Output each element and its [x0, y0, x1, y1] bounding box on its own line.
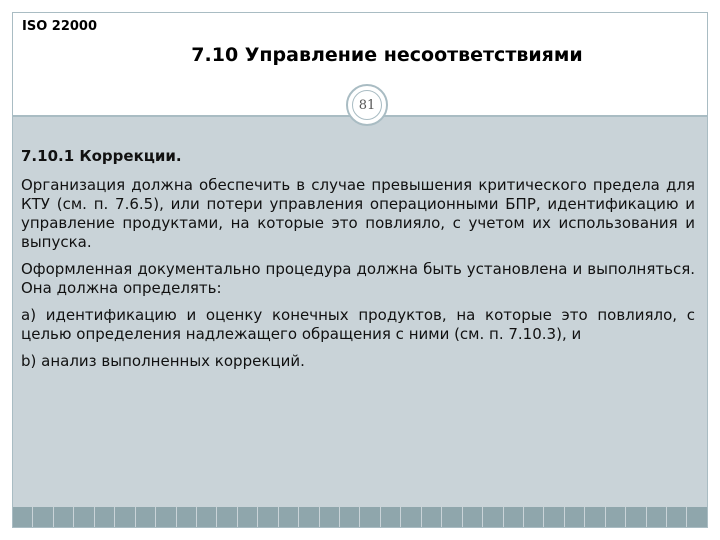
footer-cell [320, 507, 340, 527]
footer-cell [360, 507, 380, 527]
paragraph-2: Оформленная документально процедура должна быть установлена и выполняться. Она должна определять: [21, 260, 695, 297]
footer-cell [136, 507, 156, 527]
footer-cell [299, 507, 319, 527]
footer-cell [115, 507, 135, 527]
footer-cell [565, 507, 585, 527]
section-heading: 7.10.1 Коррекции. [21, 147, 182, 165]
slide-body [21, 147, 695, 379]
footer-cell [74, 507, 94, 527]
footer-cell [647, 507, 667, 527]
footer-cell [606, 507, 626, 527]
footer-cell [177, 507, 197, 527]
footer-cell [442, 507, 462, 527]
footer-cell [544, 507, 564, 527]
footer-cell [217, 507, 237, 527]
footer-cell [483, 507, 503, 527]
footer-cell [585, 507, 605, 527]
page-number: 81 [352, 90, 382, 120]
footer-cell [524, 507, 544, 527]
slide-title: 7.10 Управление несоответствиями [191, 44, 583, 66]
footer-cell [156, 507, 176, 527]
standard-label: ISO 22000 [22, 19, 98, 34]
footer-cell [504, 507, 524, 527]
slide [12, 12, 708, 528]
page-number-badge [346, 84, 388, 126]
footer-cell [626, 507, 646, 527]
footer-cell [258, 507, 278, 527]
footer-cell [667, 507, 687, 527]
footer-cell [687, 507, 706, 527]
footer-cell [54, 507, 74, 527]
footer-cell [197, 507, 217, 527]
footer-cell [463, 507, 483, 527]
list-item-a: a) идентификацию и оценку конечных продуктов, на которые это повлияло, с целью определения надлежащего обращения с ними (см. п. 7.10.3), и [21, 306, 695, 343]
footer-cell [279, 507, 299, 527]
footer-cell [422, 507, 442, 527]
footer-cell [401, 507, 421, 527]
footer-cell [238, 507, 258, 527]
footer-bar [13, 507, 707, 527]
list-item-b: b) анализ выполненных коррекций. [21, 352, 305, 370]
footer-cell [13, 507, 33, 527]
paragraph-1: Организация должна обеспечить в случае превышения критического предела для КТУ (см. п. 7.6.5), или потери управления операционными БПР, идентификацию и управление продуктами, на которые это повлияло, с учетом их использования и выпуска. [21, 176, 695, 251]
footer-cell [381, 507, 401, 527]
footer-cell [33, 507, 53, 527]
footer-cell [340, 507, 360, 527]
footer-cell [95, 507, 115, 527]
